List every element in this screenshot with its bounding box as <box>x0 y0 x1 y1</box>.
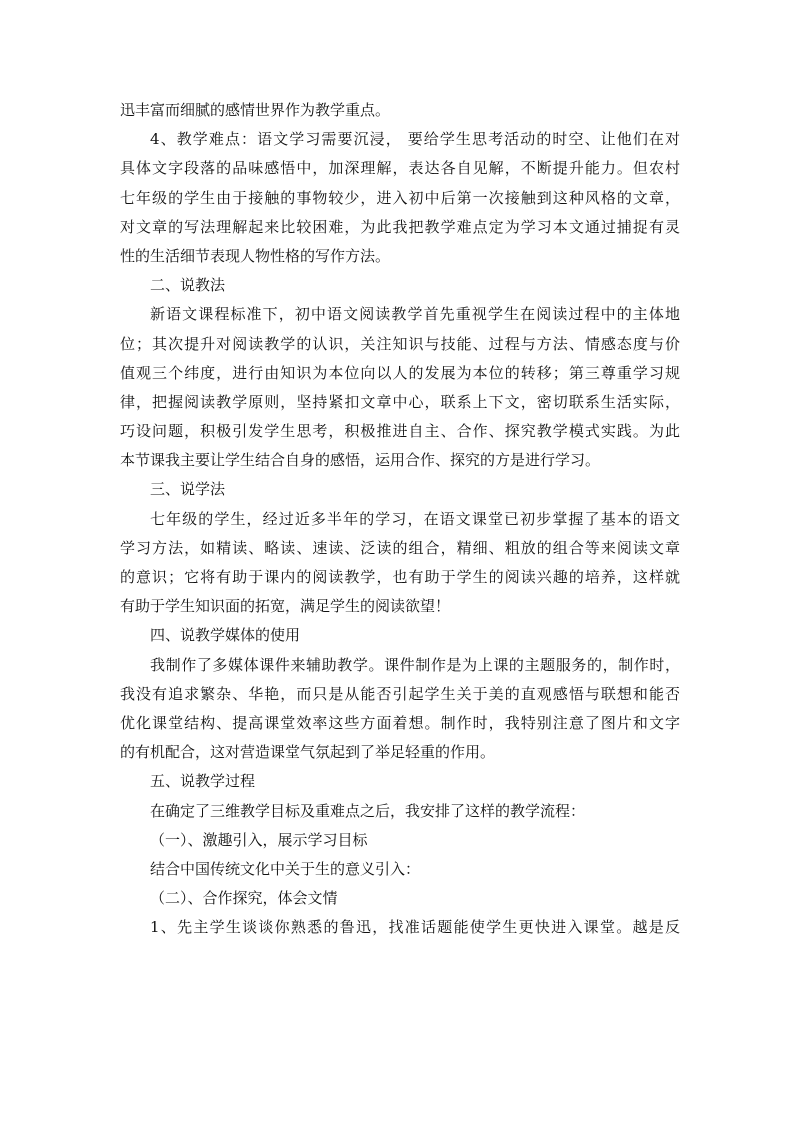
text-line: 具体文字段落的品味感悟中，加深理解，表达各自见解，不断提升能力。但农村 <box>120 159 680 178</box>
text-line: 七年级的学生，经过近多半年的学习，在语文课堂已初步掌握了基本的语文 <box>150 509 680 528</box>
text-line: 律，把握阅读教学原则，坚持紧扣文章中心，联系上下文，密切联系生活实际， <box>120 392 680 411</box>
text-line: 三、说学法 <box>150 480 226 499</box>
text-line: 位；其次提升对阅读教学的认识，关注知识与技能、过程与方法、情感态度与价 <box>120 334 680 353</box>
text-line: 在确定了三维教学目标及重难点之后，我安排了这样的教学流程： <box>150 801 586 820</box>
text-line: 优化课堂结构、提高课堂效率这些方面着想。制作时，我特别注意了图片和文字 <box>120 713 680 732</box>
document-body <box>120 96 680 942</box>
text-line: 结合中国传统文化中关于生的意义引入： <box>150 859 421 878</box>
text-line: 四、说教学媒体的使用 <box>150 626 301 645</box>
text-line: （一）、激趣引入，展示学习目标 <box>150 830 368 849</box>
text-line: 4、教学难点：语文学习需要沉浸， 要给学生思考活动的时空、让他们在对 <box>150 130 680 149</box>
text-line: 1、先主学生谈谈你熟悉的鲁迅，找准话题能使学生更快进入课堂。越是反 <box>150 918 680 937</box>
text-line: 我制作了多媒体课件来辅助教学。课件制作是为上课的主题服务的，制作时， <box>150 655 680 674</box>
text-line: 性的生活细节表现人物性格的写作方法。 <box>120 246 391 265</box>
text-line: 迅丰富而细腻的感情世界作为教学重点。 <box>120 101 391 119</box>
text-line: 有助于学生知识面的拓宽，满足学生的阅读欲望！ <box>120 597 451 616</box>
text-line: 新语文课程标准下，初中语文阅读教学首先重视学生在阅读过程中的主体地 <box>150 305 680 324</box>
text-line: 五、说教学过程 <box>150 772 256 791</box>
text-line: 值观三个纬度，进行由知识为本位向以人的发展为本位的转移；第三尊重学习规 <box>120 363 680 382</box>
text-line: 巧设问题，积极引发学生思考，积极推进自主、合作、探究教学模式实践。为此 <box>120 422 680 441</box>
text-line: 的意识；它将有助于课内的阅读教学，也有助于学生的阅读兴趣的培养，这样就 <box>120 568 680 586</box>
text-line: 七年级的学生由于接触的事物较少，进入初中后第一次接触到这种风格的文章， <box>120 188 680 207</box>
text-line: 的有机配合，这对营造课堂气氛起到了举足轻重的作用。 <box>120 743 496 762</box>
text-line: 学习方法，如精读、略读、速读、泛读的组合，精细、粗放的组合等来阅读文章 <box>120 538 680 557</box>
text-line: 对文章的写法理解起来比较困难，为此我把教学难点定为学习本文通过捕捉有灵 <box>120 217 680 236</box>
text-line: （二）、合作探究，体会文情 <box>150 889 338 908</box>
text-line: 本节课我主要让学生结合自身的感悟，运用合作、探究的方是进行学习。 <box>120 451 601 470</box>
text-line: 二、说教法 <box>150 276 226 295</box>
text-line: 我没有追求繁杂、华艳，而只是从能否引起学生关于美的直观感悟与联想和能否 <box>120 684 680 703</box>
